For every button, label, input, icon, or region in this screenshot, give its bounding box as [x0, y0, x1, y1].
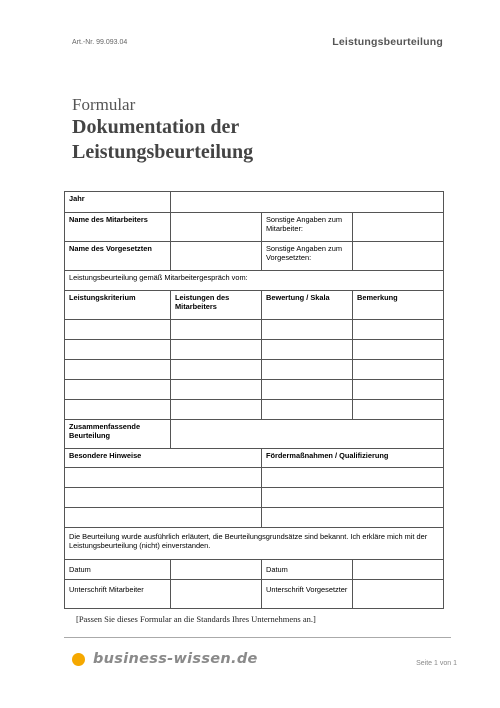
label-datum-mitarbeiter: Datum [65, 560, 171, 580]
field-hinweise[interactable] [65, 488, 262, 508]
label-datum-vorgesetzter: Datum [262, 560, 353, 580]
table-row [65, 320, 444, 340]
field-name-mitarbeiter[interactable] [171, 213, 262, 242]
table-cell[interactable] [65, 400, 171, 420]
label-zusammenfassende-beurteilung: Zusammenfassende Beurteilung [65, 420, 171, 449]
table-row [65, 468, 444, 488]
table-cell[interactable] [353, 380, 444, 400]
column-header-bemerkung: Bemerkung [353, 291, 444, 320]
label-besondere-hinweise: Besondere Hinweise [65, 449, 262, 468]
page-number: Seite 1 von 1 [416, 660, 457, 667]
field-unterschrift-vorgesetzter[interactable] [353, 580, 444, 609]
article-number: Art.-Nr. 99.093.04 [72, 39, 128, 46]
title-line-1: Dokumentation der [72, 116, 240, 138]
table-row [65, 360, 444, 380]
field-sonstige-vorgesetzten[interactable] [353, 242, 444, 271]
field-foerdermassnahmen[interactable] [262, 488, 444, 508]
brand-name: business-wissen.de [93, 651, 258, 667]
table-cell[interactable] [171, 400, 262, 420]
declaration-text: Die Beurteilung wurde ausführlich erläutert, die Beurteilungsgrundsätze sind bekannt. Ich erkläre mich mit der Leistungsbeurteilung (nicht) einverstanden. [65, 528, 444, 560]
assessment-form [64, 191, 444, 609]
column-header-leistungen: Leistungen des Mitarbeiters [171, 291, 262, 320]
label-sonstige-mitarbeiter: Sonstige Angaben zum Mitarbeiter: [262, 213, 353, 242]
table-row [65, 508, 444, 528]
title-line-2: Leistungsbeurteilung [72, 141, 254, 163]
field-unterschrift-mitarbeiter[interactable] [171, 580, 262, 609]
table-cell[interactable] [65, 320, 171, 340]
customization-note: [Passen Sie dieses Formular an die Standards Ihres Unternehmens an.] [76, 614, 316, 624]
table-cell[interactable] [262, 400, 353, 420]
label-sonstige-vorgesetzten: Sonstige Angaben zum Vorgesetzten: [262, 242, 353, 271]
table-cell[interactable] [353, 320, 444, 340]
table-cell[interactable] [65, 340, 171, 360]
field-foerdermassnahmen[interactable] [262, 468, 444, 488]
table-cell[interactable] [262, 320, 353, 340]
field-sonstige-mitarbeiter[interactable] [353, 213, 444, 242]
field-hinweise[interactable] [65, 468, 262, 488]
field-foerdermassnahmen[interactable] [262, 508, 444, 528]
field-jahr[interactable] [171, 192, 444, 213]
table-cell[interactable] [65, 360, 171, 380]
table-cell[interactable] [353, 400, 444, 420]
label-gespraech-datum: Leistungsbeurteilung gemäß Mitarbeitergespräch vom: [65, 271, 444, 291]
table-cell[interactable] [171, 380, 262, 400]
table-row [65, 340, 444, 360]
table-row [65, 488, 444, 508]
field-hinweise[interactable] [65, 508, 262, 528]
brand-logo [72, 651, 258, 667]
column-header-bewertung: Bewertung / Skala [262, 291, 353, 320]
table-cell[interactable] [262, 380, 353, 400]
table-cell[interactable] [262, 360, 353, 380]
table-row [65, 400, 444, 420]
field-datum-mitarbeiter[interactable] [171, 560, 262, 580]
label-unterschrift-mitarbeiter: Unterschrift Mitarbeiter [65, 580, 171, 609]
footer-divider [64, 637, 451, 638]
table-cell[interactable] [171, 320, 262, 340]
table-cell[interactable] [353, 360, 444, 380]
document-title [72, 115, 253, 165]
field-datum-vorgesetzter[interactable] [353, 560, 444, 580]
column-header-leistungskriterium: Leistungskriterium [65, 291, 171, 320]
document-type: Formular [72, 95, 136, 114]
label-jahr: Jahr [65, 192, 171, 213]
table-cell[interactable] [65, 380, 171, 400]
table-cell[interactable] [171, 360, 262, 380]
table-cell[interactable] [353, 340, 444, 360]
label-foerdermassnahmen: Fördermaßnahmen / Qualifizierung [262, 449, 444, 468]
field-name-vorgesetzten[interactable] [171, 242, 262, 271]
header-topic: Leistungsbeurteilung [332, 36, 443, 48]
table-row [65, 380, 444, 400]
label-name-vorgesetzten: Name des Vorgesetzten [65, 242, 171, 271]
label-name-mitarbeiter: Name des Mitarbeiters [65, 213, 171, 242]
orange-dot-icon [72, 653, 85, 666]
table-cell[interactable] [262, 340, 353, 360]
field-zusammenfassende-beurteilung[interactable] [171, 420, 444, 449]
table-cell[interactable] [171, 340, 262, 360]
label-unterschrift-vorgesetzter: Unterschrift Vorgesetzter [262, 580, 353, 609]
